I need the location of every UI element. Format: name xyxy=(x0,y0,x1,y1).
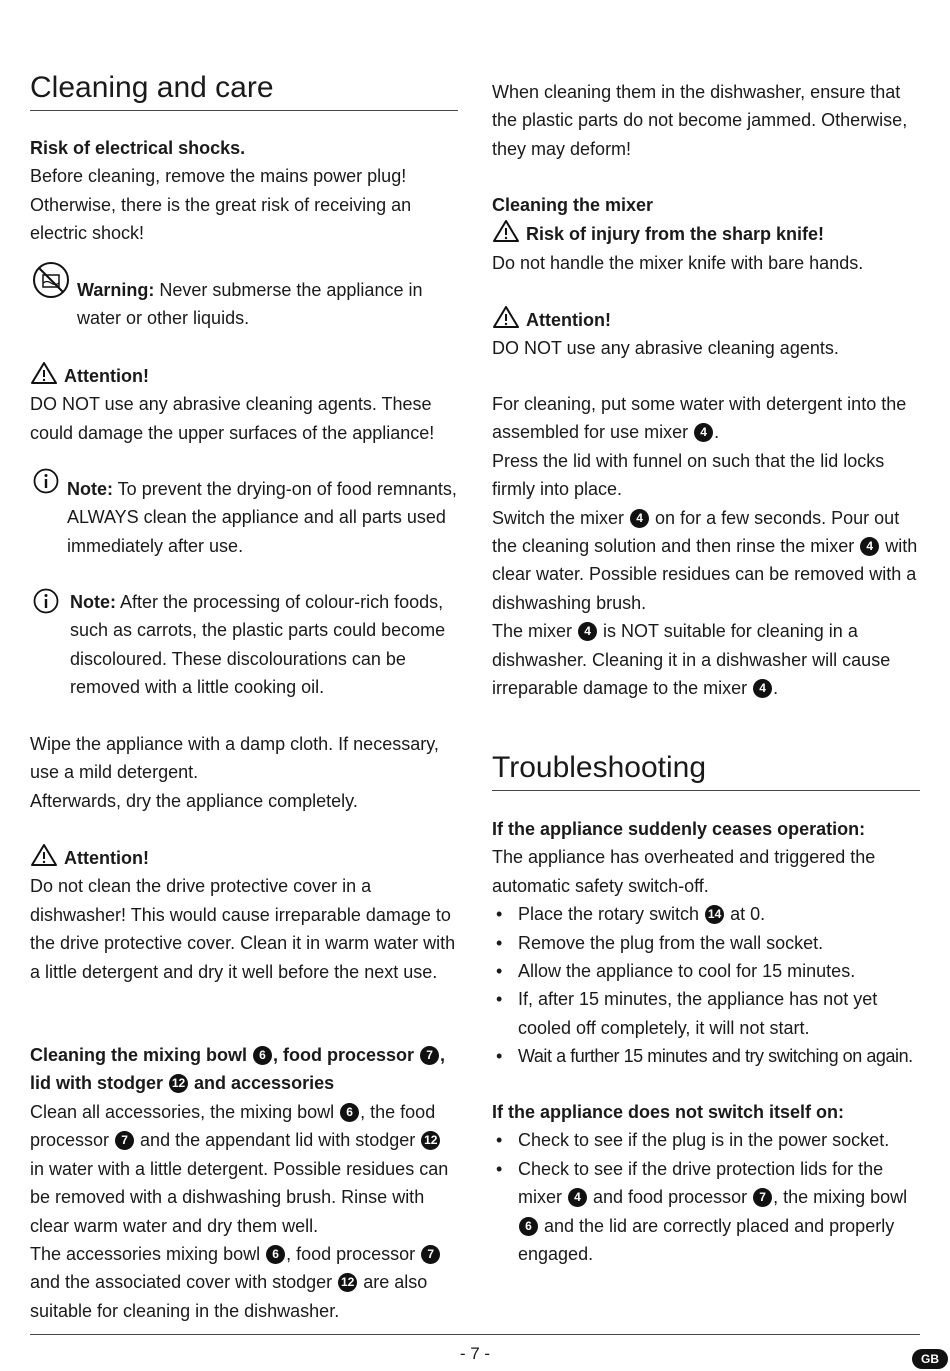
case-steps-list xyxy=(492,1126,922,1268)
ref-number-processor: 7 xyxy=(753,1188,772,1207)
ref-number-processor: 7 xyxy=(421,1245,440,1264)
heading-part: , lid with stodger xyxy=(30,1045,446,1094)
mixer-heading: Cleaning the mixer xyxy=(492,195,654,215)
ref-number-mixer: 4 xyxy=(860,537,879,556)
ref-number-mixer: 4 xyxy=(568,1188,587,1207)
bowl-paragraph-1 xyxy=(30,1098,460,1240)
section-title-cleaning: Cleaning and care xyxy=(30,70,458,111)
text-part: and food processor xyxy=(588,1187,753,1208)
knife-warning-label: Risk of injury from the sharp knife! xyxy=(526,224,825,245)
warning-triangle-icon xyxy=(492,219,520,243)
ref-number-stodger: 12 xyxy=(338,1273,357,1292)
attention-label: Attention! xyxy=(64,848,149,868)
list-item: • Wait a further 15 minutes and try switching on again. xyxy=(492,1042,924,1070)
info-icon xyxy=(33,468,59,494)
text-part: is NOT suitable for cleaning in a dishwasher. Cleaning it in a dishwasher will cause irreparable damage to the mixer xyxy=(492,621,891,699)
list-item: • Remove the plug from the wall socket. xyxy=(492,929,924,957)
text-part: and the associated cover with stodger xyxy=(30,1272,338,1293)
ref-number-processor: 7 xyxy=(115,1131,134,1150)
text-part: with clear water. Possible residues can be removed with a dishwashing brush. xyxy=(492,536,918,613)
clean-step-2: Press the lid with funnel on such that the lid locks firmly into place. xyxy=(492,450,885,500)
attention-text: DO NOT use any abrasive cleaning agents. xyxy=(492,338,839,359)
ref-number-mixer: 4 xyxy=(630,509,649,528)
list-item xyxy=(492,900,924,928)
bowl-heading xyxy=(30,1041,460,1098)
shock-heading: Risk of electrical shocks. xyxy=(30,138,246,158)
ref-number-mixer: 4 xyxy=(753,679,772,698)
text-part: Switch the mixer xyxy=(492,507,630,528)
no-submerge-icon xyxy=(32,261,70,299)
text-part: The accessories mixing bowl xyxy=(30,1244,266,1264)
note-label: Note: xyxy=(67,479,113,499)
heading-part: , food processor xyxy=(273,1045,420,1065)
warning-triangle-icon xyxy=(30,843,58,867)
text-part: and the appendant lid with stodger xyxy=(135,1130,421,1151)
text-part: are also suitable for cleaning in the dishwasher. xyxy=(30,1272,428,1321)
clean-step-3 xyxy=(492,504,922,618)
note-label: Note: xyxy=(70,592,116,612)
attention-text: DO NOT use any abrasive cleaning agents. These could damage the upper surfaces of the appliance! xyxy=(30,394,435,443)
info-icon xyxy=(33,588,59,614)
attention-label: Attention! xyxy=(64,366,149,386)
ref-number-bowl: 6 xyxy=(266,1245,285,1264)
clean-step-1 xyxy=(492,390,922,447)
case-steps-list xyxy=(492,900,924,1070)
case-text: The appliance has overheated and triggered the automatic safety switch-off. xyxy=(492,847,876,896)
attention-block-1 xyxy=(30,361,460,447)
case-heading: If the appliance suddenly ceases operation: xyxy=(492,819,866,839)
text-part: and the lid are correctly placed and properly engaged. xyxy=(518,1215,895,1265)
text-part: Check to see if the drive protection lids for the mixer xyxy=(518,1158,884,1208)
list-item xyxy=(492,1155,922,1269)
ref-number-bowl: 6 xyxy=(253,1046,272,1065)
note-text: After the processing of colour-rich foods, such as carrots, the plastic parts could become discoloured. These discolourations can be removed with a little cooking oil. xyxy=(70,592,446,698)
list-item: • If, after 15 minutes, the appliance has not yet cooled off completely, it will not start. xyxy=(492,985,924,1042)
warning-note xyxy=(77,276,460,333)
text-part: For cleaning, put some water with detergent into the assembled for use mixer xyxy=(492,394,907,443)
text-part: The mixer xyxy=(492,621,578,642)
text-part: , the mixing bowl xyxy=(773,1187,908,1208)
warning-label: Warning: xyxy=(77,280,155,300)
ref-number-switch: 14 xyxy=(705,905,724,924)
ref-number-mixer: 4 xyxy=(694,423,713,442)
shock-warning-block xyxy=(30,134,460,248)
bowl-paragraph-2 xyxy=(30,1240,460,1325)
text-part: on for a few seconds. Pour out the cleaning solution and then rinse the mixer xyxy=(492,507,900,557)
ref-number-bowl: 6 xyxy=(340,1103,359,1122)
text-part: . xyxy=(773,678,779,699)
attention-label: Attention! xyxy=(526,310,611,330)
heading-part: and accessories xyxy=(189,1073,335,1094)
ref-number-stodger: 12 xyxy=(421,1131,440,1150)
note-block-1 xyxy=(67,475,460,560)
warning-triangle-icon xyxy=(492,305,520,329)
wipe-text: Wipe the appliance with a damp cloth. If necessary, use a mild detergent. xyxy=(30,734,439,783)
mixer-cleaning-instructions xyxy=(492,390,922,702)
wipe-text-dry: Afterwards, dry the appliance completely. xyxy=(30,790,358,811)
text-part: at 0. xyxy=(725,904,766,925)
attention-block-2 xyxy=(30,843,460,986)
warning-text: Never submerse the appliance in water or other liquids. xyxy=(77,280,423,329)
country-badge: GB xyxy=(912,1349,948,1369)
troubleshooting-case-2 xyxy=(492,1098,922,1268)
heading-part: Cleaning the mixing bowl xyxy=(30,1045,253,1065)
text-part: , food processor xyxy=(286,1244,421,1264)
text-part: Place the rotary switch xyxy=(518,904,705,925)
ref-number-bowl: 6 xyxy=(519,1217,538,1236)
shock-text: Before cleaning, remove the mains power plug! Otherwise, there is the great risk of receiving an electric shock! xyxy=(30,166,412,244)
mixer-block xyxy=(492,191,922,277)
dishwasher-paragraph: When cleaning them in the dishwasher, ensure that the plastic parts do not become jammed. Otherwise, they may deform! xyxy=(492,82,908,159)
note-block-2 xyxy=(70,588,462,702)
ref-number-processor: 7 xyxy=(420,1046,439,1065)
ref-number-stodger: 12 xyxy=(169,1074,188,1093)
footer-divider xyxy=(30,1334,920,1335)
text-part: Clean all accessories, the mixing bowl xyxy=(30,1102,340,1122)
text-part: , the food processor xyxy=(30,1102,436,1151)
text-part: . xyxy=(714,422,720,443)
section-title-troubleshooting: Troubleshooting xyxy=(492,750,920,791)
warning-triangle-icon xyxy=(30,361,58,385)
case-heading: If the appliance does not switch itself on: xyxy=(492,1102,845,1122)
text-part: in water with a little detergent. Possible residues can be removed with a dishwashing brush. Rinse with clear warm water and dry them well. xyxy=(30,1158,449,1236)
wipe-paragraph xyxy=(30,730,450,815)
attention-block-3 xyxy=(492,305,922,363)
note-text: To prevent the drying-on of food remnants, ALWAYS clean the appliance and all parts used immediately after use. xyxy=(67,479,457,556)
attention-text: Do not clean the drive protective cover in a dishwasher! This would cause irreparable damage to the drive protective cover. Clean it in warm water with a little detergent and dry it well before the next use. xyxy=(30,876,456,982)
list-item: • Check to see if the plug is in the power socket. xyxy=(492,1126,922,1154)
page-number: - 7 - xyxy=(459,1344,491,1363)
knife-warning-text: Do not handle the mixer knife with bare hands. xyxy=(492,252,864,273)
ref-number-mixer: 4 xyxy=(578,622,597,641)
clean-step-4 xyxy=(492,617,922,702)
list-item: • Allow the appliance to cool for 15 minutes. xyxy=(492,957,924,985)
troubleshooting-case-1 xyxy=(492,815,924,1071)
